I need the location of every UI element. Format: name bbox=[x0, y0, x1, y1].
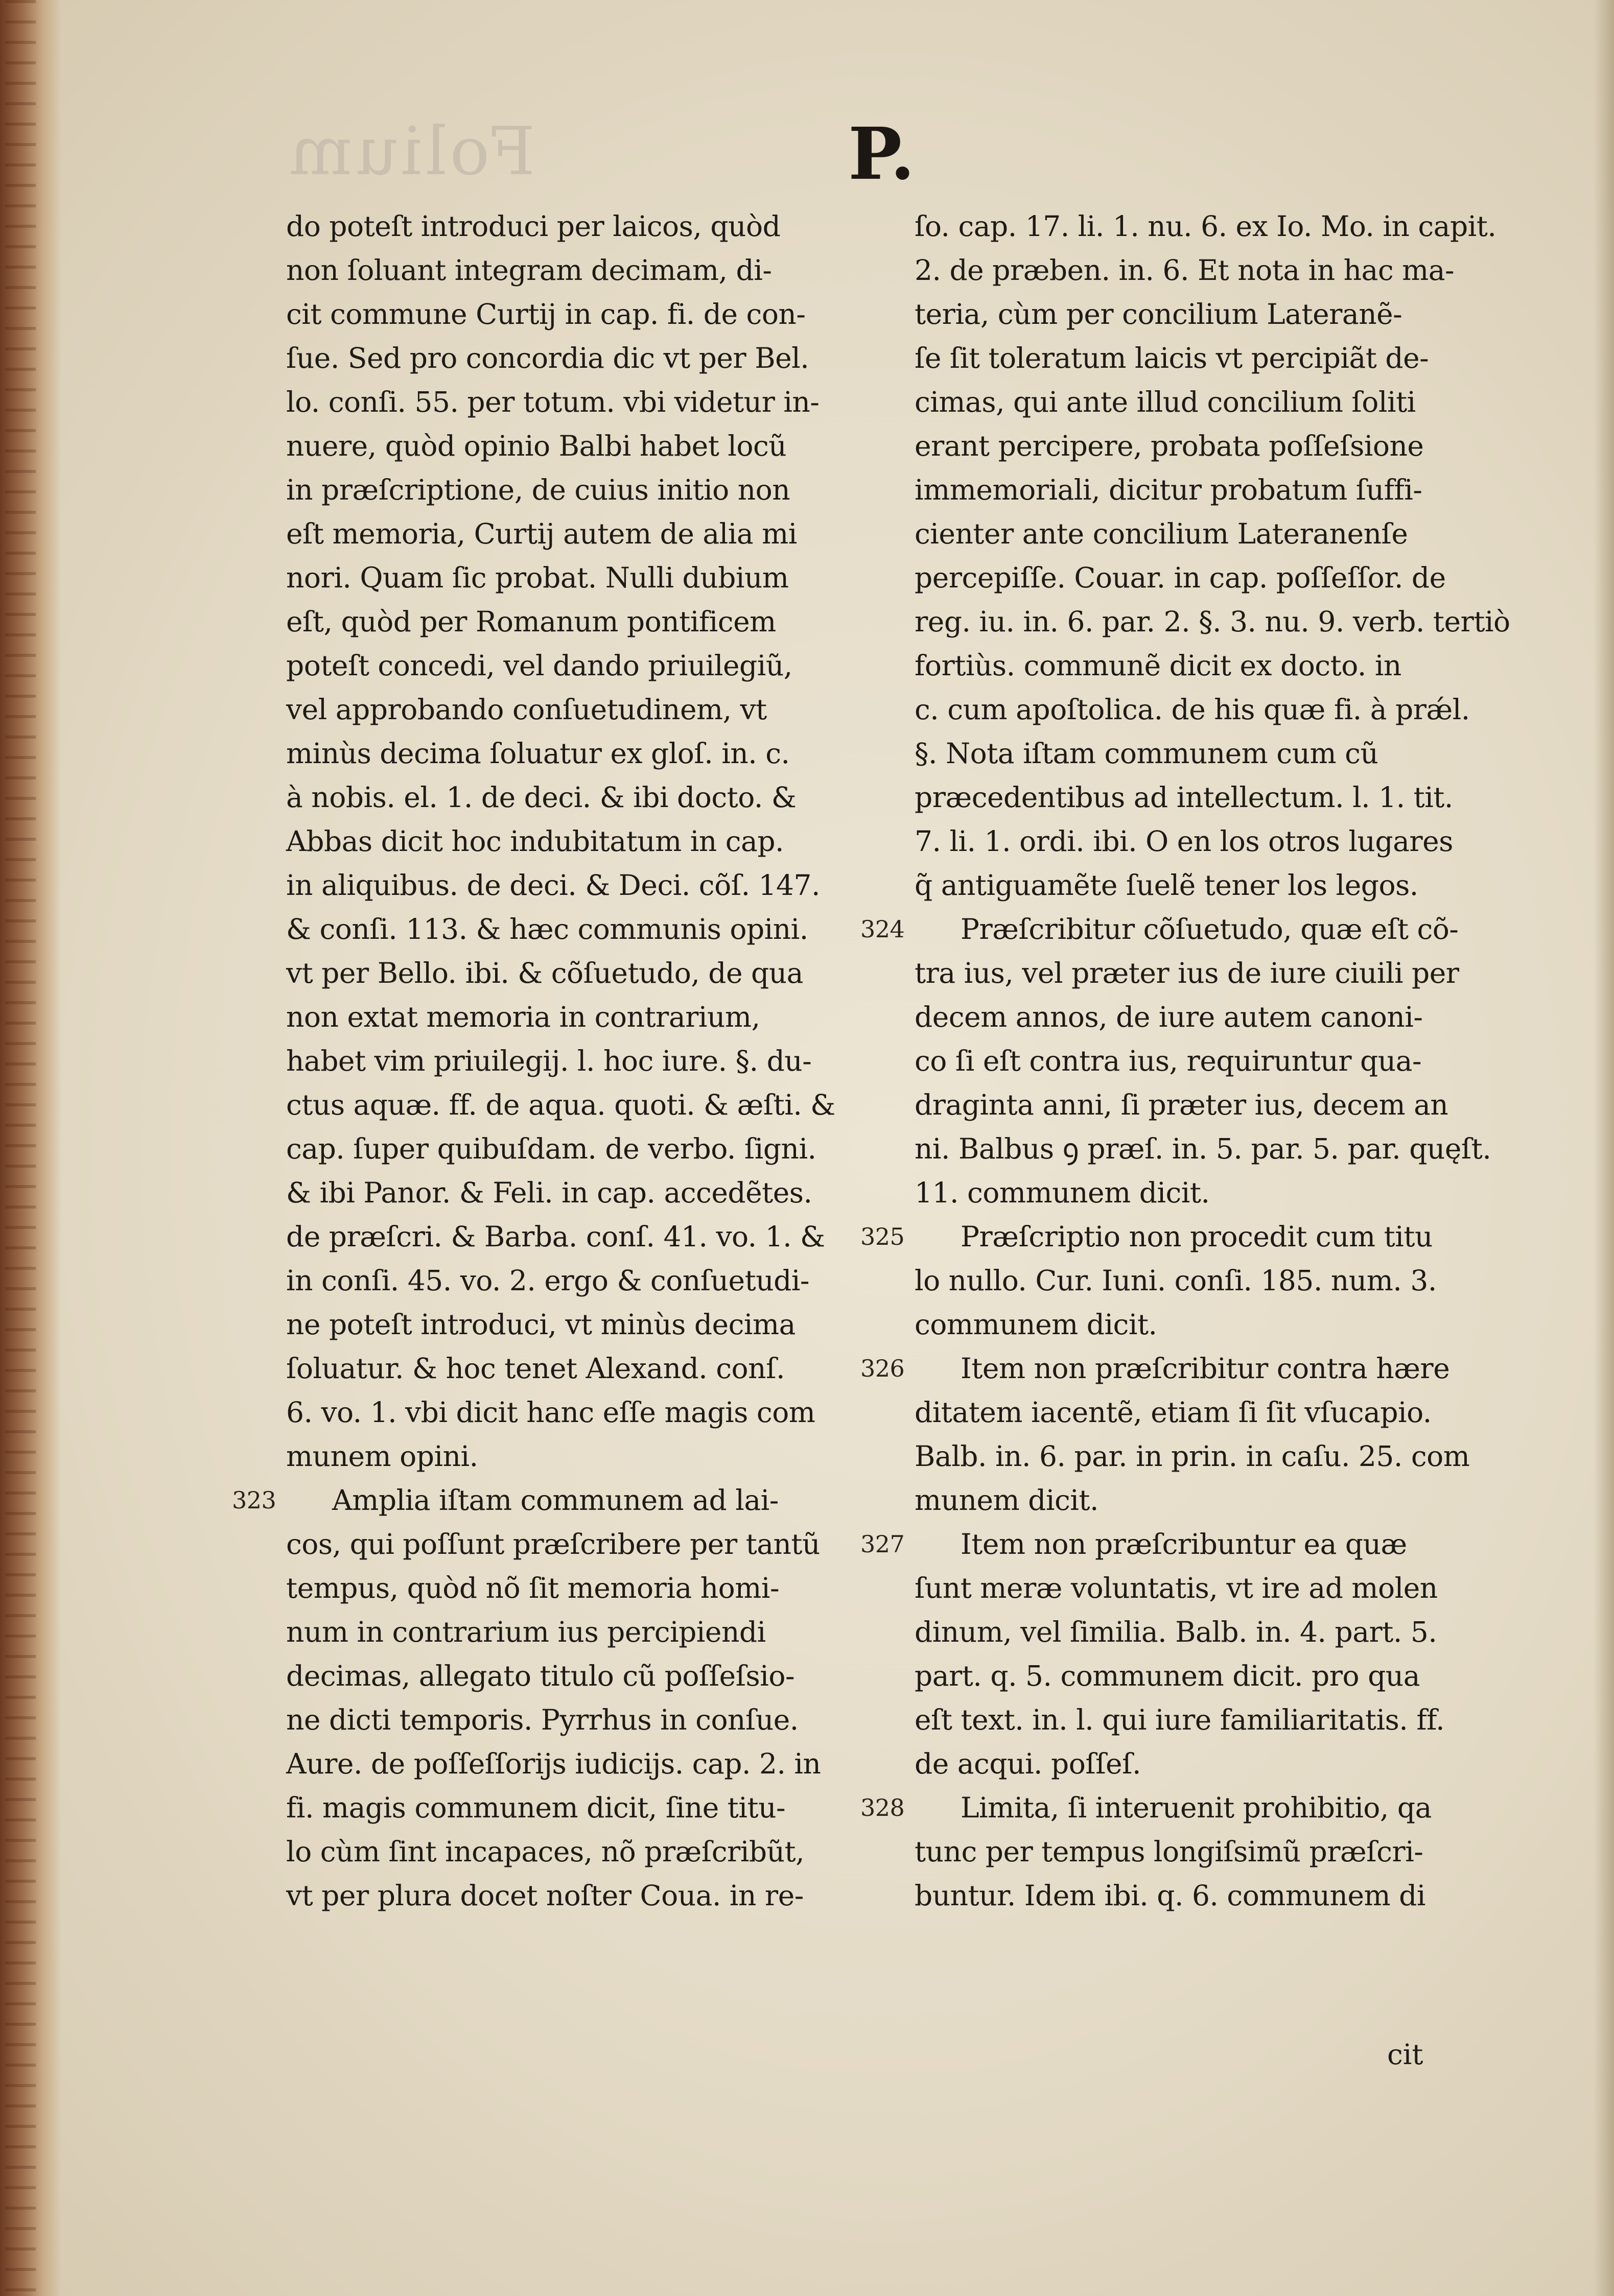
line-text: 11. communem dicit. bbox=[915, 1176, 1210, 1209]
catchword: cit bbox=[1387, 2038, 1423, 2071]
text-line bbox=[286, 1610, 869, 1654]
text-line bbox=[915, 600, 1510, 644]
text-line bbox=[915, 863, 1497, 907]
line-text: cit commune Curtij in cap. fi. de con- bbox=[286, 298, 806, 330]
paragraph-number: 325 bbox=[860, 1223, 905, 1250]
text-line bbox=[286, 1346, 869, 1390]
text-line bbox=[286, 1698, 869, 1742]
right-text-column bbox=[860, 204, 1510, 1918]
text-line bbox=[915, 1434, 1497, 1478]
text-line bbox=[286, 775, 869, 819]
text-line bbox=[915, 1874, 1497, 1918]
text-line bbox=[286, 248, 869, 292]
text-line bbox=[286, 995, 869, 1039]
line-text: c. cum apoſtolica. de his quæ fi. à prǽl. bbox=[915, 693, 1470, 726]
line-text: Aure. de poſſeſſorijs iudicijs. cap. 2. in bbox=[286, 1747, 821, 1780]
text-line bbox=[915, 1390, 1497, 1434]
line-text: & ibi Panor. & Feli. in cap. accedẽtes. bbox=[286, 1176, 812, 1209]
text-line bbox=[915, 1039, 1497, 1083]
text-line bbox=[286, 688, 869, 731]
text-line bbox=[915, 775, 1497, 819]
line-text: §. Nota iſtam communem cum cũ bbox=[915, 737, 1378, 770]
text-line bbox=[915, 512, 1497, 556]
text-line bbox=[286, 644, 869, 688]
text-line bbox=[286, 1171, 869, 1215]
line-text: de acqui. poſſeſ. bbox=[915, 1747, 1141, 1780]
line-text: buntur. Idem ibi. q. 6. communem di bbox=[915, 1879, 1425, 1912]
line-text: ditatem iacentẽ, etiam ſi ſit vſucapio. bbox=[915, 1396, 1432, 1429]
line-text: non ſoluant integram decimam, di- bbox=[286, 254, 772, 287]
line-text: do poteſt introduci per laicos, quòd bbox=[286, 210, 781, 243]
line-text: à nobis. el. 1. de deci. & ibi docto. & bbox=[286, 781, 797, 814]
line-text: co ſi eſt contra ius, requiruntur qua- bbox=[915, 1045, 1422, 1077]
line-text: percepiſſe. Couar. in cap. poſſeſſor. de bbox=[915, 561, 1446, 594]
text-line bbox=[232, 1478, 869, 1522]
line-text: cos, qui poſſunt præſcribere per tantũ bbox=[286, 1528, 820, 1560]
text-line bbox=[860, 1522, 1497, 1566]
left-text-column bbox=[232, 204, 869, 1918]
line-text: non extat memoria in contrarium, bbox=[286, 1001, 760, 1033]
text-line bbox=[915, 1171, 1497, 1215]
line-text: dinum, vel ſimilia. Balb. in. 4. part. 5. bbox=[915, 1616, 1437, 1648]
text-line bbox=[286, 1215, 869, 1259]
text-line bbox=[915, 248, 1497, 292]
text-line bbox=[286, 1259, 869, 1303]
text-line bbox=[286, 863, 869, 907]
text-line bbox=[286, 292, 869, 336]
text-line bbox=[915, 1478, 1497, 1522]
line-text: 7. li. 1. ordi. ibi. O en los otros lugares bbox=[915, 825, 1453, 858]
line-text: num in contrarium ius percipiendi bbox=[286, 1616, 766, 1648]
text-line bbox=[286, 1566, 869, 1610]
line-text: tempus, quòd nõ ſit memoria homi- bbox=[286, 1572, 780, 1604]
text-line bbox=[286, 1522, 869, 1566]
line-text: ſunt meræ voluntatis, vt ire ad molen bbox=[915, 1572, 1438, 1604]
line-text: munem dicit. bbox=[915, 1484, 1098, 1517]
folio-mark: P. bbox=[848, 112, 915, 196]
line-text: Amplia iſtam communem ad lai- bbox=[332, 1484, 779, 1517]
text-line bbox=[915, 951, 1497, 995]
paragraph-number: 327 bbox=[860, 1530, 905, 1558]
line-text: & conſi. 113. & hæc communis opini. bbox=[286, 913, 808, 945]
line-text: nuere, quòd opinio Balbi habet locũ bbox=[286, 430, 787, 462]
paragraph-number: 326 bbox=[860, 1355, 905, 1382]
line-text: reg. iu. in. 6. par. 2. §. 3. nu. 9. verb. tertiò bbox=[915, 605, 1510, 638]
text-line bbox=[915, 1259, 1497, 1303]
text-line bbox=[286, 1083, 869, 1127]
text-line bbox=[915, 1830, 1497, 1874]
text-line bbox=[286, 1434, 869, 1478]
text-line bbox=[915, 731, 1497, 775]
line-text: decem annos, de iure autem canoni- bbox=[915, 1001, 1423, 1033]
line-text: vt per plura docet noſter Coua. in re- bbox=[286, 1879, 804, 1912]
line-text: decimas, allegato titulo cũ poſſeſsio- bbox=[286, 1660, 795, 1692]
line-text: Limita, ſi interuenit prohibitio, qa bbox=[961, 1791, 1432, 1824]
line-text: eſt memoria, Curtij autem de alia mi bbox=[286, 517, 797, 550]
line-text: draginta anni, ſi præter ius, decem an bbox=[915, 1088, 1448, 1121]
line-text: vel approbando conſuetudinem, vt bbox=[286, 693, 767, 726]
line-text: poteſt concedi, vel dando priuilegiũ, bbox=[286, 649, 792, 682]
line-text: teria, cùm per concilium Lateranẽ- bbox=[915, 298, 1402, 330]
line-text: præcedentibus ad intellectum. l. 1. tit. bbox=[915, 781, 1453, 814]
line-text: 2. de præben. in. 6. Et nota in hac ma- bbox=[915, 254, 1455, 287]
spine-stains bbox=[5, 0, 36, 2296]
bleed-through-text: Folium bbox=[286, 112, 535, 190]
text-line bbox=[286, 1039, 869, 1083]
text-line bbox=[915, 292, 1497, 336]
page-right-edge bbox=[1594, 0, 1614, 2296]
text-line bbox=[286, 380, 869, 424]
text-line bbox=[286, 731, 869, 775]
text-line bbox=[286, 512, 869, 556]
line-text: tra ius, vel præter ius de iure ciuili per bbox=[915, 957, 1459, 989]
line-text: ſue. Sed pro concordia dic vt per Bel. bbox=[286, 342, 809, 374]
line-text: communem dicit. bbox=[915, 1308, 1157, 1341]
text-line bbox=[860, 907, 1497, 951]
text-line bbox=[286, 1303, 869, 1346]
text-line bbox=[915, 1610, 1497, 1654]
line-text: Balb. in. 6. par. in prin. in caſu. 25. com bbox=[915, 1440, 1470, 1473]
text-line bbox=[915, 1127, 1497, 1171]
line-text: lo cùm ſint incapaces, nõ præſcribũt, bbox=[286, 1835, 805, 1868]
line-text: ſoluatur. & hoc tenet Alexand. conſ. bbox=[286, 1352, 785, 1385]
line-text: lo nullo. Cur. Iuni. conſi. 185. num. 3. bbox=[915, 1264, 1437, 1297]
line-text: in conſi. 45. vo. 2. ergo & conſuetudi- bbox=[286, 1264, 809, 1297]
text-line bbox=[286, 819, 869, 863]
line-text: tunc per tempus longiſsimũ præſcri- bbox=[915, 1835, 1423, 1868]
text-line bbox=[915, 1654, 1497, 1698]
text-line bbox=[915, 819, 1497, 863]
line-text: habet vim priuilegij. l. hoc iure. §. du- bbox=[286, 1045, 812, 1077]
line-text: cap. ſuper quibuſdam. de verbo. ſigni. bbox=[286, 1132, 816, 1165]
paragraph-number: 328 bbox=[860, 1794, 905, 1821]
line-text: nori. Quam ſic probat. Nulli dubium bbox=[286, 561, 789, 594]
text-line bbox=[915, 1698, 1497, 1742]
text-line bbox=[915, 1566, 1497, 1610]
text-line bbox=[286, 1874, 869, 1918]
line-text: Præſcribitur cõſuetudo, quæ eſt cõ- bbox=[961, 913, 1459, 945]
text-line bbox=[286, 204, 869, 248]
text-line bbox=[860, 1215, 1497, 1259]
text-line bbox=[286, 951, 869, 995]
text-line bbox=[915, 1303, 1497, 1346]
text-line bbox=[915, 380, 1497, 424]
text-line bbox=[286, 468, 869, 512]
line-text: in aliquibus. de deci. & Deci. cõſ. 147. bbox=[286, 869, 821, 902]
line-text: vt per Bello. ibi. & cõſuetudo, de qua bbox=[286, 957, 803, 989]
text-line bbox=[286, 1786, 869, 1830]
line-text: ni. Balbus ꝯ præſ. in. 5. par. 5. par. quęſt. bbox=[915, 1132, 1491, 1165]
text-line bbox=[915, 556, 1497, 600]
text-line bbox=[915, 644, 1497, 688]
line-text: Abbas dicit hoc indubitatum in cap. bbox=[286, 825, 784, 858]
text-line bbox=[286, 424, 869, 468]
line-text: q̃ antiguamẽte ſuelẽ tener los legos. bbox=[915, 869, 1418, 902]
line-text: Item non præſcribitur contra hære bbox=[961, 1352, 1450, 1385]
line-text: ne poteſt introduci, vt minùs decima bbox=[286, 1308, 796, 1341]
text-line bbox=[286, 907, 869, 951]
text-line bbox=[915, 336, 1497, 380]
line-text: cimas, qui ante illud concilium ſoliti bbox=[915, 386, 1416, 418]
text-line bbox=[860, 1786, 1497, 1830]
text-line bbox=[286, 1830, 869, 1874]
text-line bbox=[286, 1127, 869, 1171]
line-text: ctus aquæ. ff. de aqua. quoti. & æſti. & bbox=[286, 1088, 835, 1121]
text-line bbox=[915, 1083, 1497, 1127]
line-text: Item non præſcribuntur ea quæ bbox=[961, 1528, 1407, 1560]
text-line bbox=[915, 1742, 1497, 1786]
line-text: ſo. cap. 17. li. 1. nu. 6. ex Io. Mo. in capit. bbox=[915, 210, 1496, 243]
text-line bbox=[286, 1742, 869, 1786]
paragraph-number: 323 bbox=[232, 1486, 276, 1514]
text-line bbox=[915, 688, 1497, 731]
text-line bbox=[286, 556, 869, 600]
line-text: fi. magis communem dicit, ſine titu- bbox=[286, 1791, 786, 1824]
line-text: eſt, quòd per Romanum pontificem bbox=[286, 605, 776, 638]
line-text: de præſcri. & Barba. conſ. 41. vo. 1. & bbox=[286, 1220, 825, 1253]
line-text: minùs decima ſoluatur ex gloſ. in. c. bbox=[286, 737, 790, 770]
line-text: erant percipere, probata poſſeſsione bbox=[915, 430, 1424, 462]
text-line bbox=[286, 336, 869, 380]
text-line bbox=[286, 1654, 869, 1698]
line-text: fortiùs. communẽ dicit ex docto. in bbox=[915, 649, 1401, 682]
line-text: ne dicti temporis. Pyrrhus in conſue. bbox=[286, 1703, 799, 1736]
line-text: immemoriali, dicitur probatum ſuffi- bbox=[915, 474, 1422, 506]
line-text: in præſcriptione, de cuius initio non bbox=[286, 474, 790, 506]
line-text: munem opini. bbox=[286, 1440, 478, 1473]
paragraph-number: 324 bbox=[860, 915, 905, 943]
line-text: ſe ſit toleratum laicis vt percipiãt de- bbox=[915, 342, 1429, 374]
line-text: lo. conſi. 55. per totum. vbi videtur in- bbox=[286, 386, 820, 418]
text-line bbox=[915, 204, 1497, 248]
text-line bbox=[286, 600, 869, 644]
text-line bbox=[860, 1346, 1497, 1390]
line-text: part. q. 5. communem dicit. pro qua bbox=[915, 1660, 1420, 1692]
text-line bbox=[915, 995, 1497, 1039]
line-text: Præſcriptio non procedit cum titu bbox=[961, 1220, 1433, 1253]
line-text: 6. vo. 1. vbi dicit hanc eſſe magis com bbox=[286, 1396, 815, 1429]
text-line bbox=[286, 1390, 869, 1434]
text-line bbox=[915, 468, 1497, 512]
text-line bbox=[915, 424, 1497, 468]
line-text: eſt text. in. l. qui iure familiaritatis. ff. bbox=[915, 1703, 1445, 1736]
line-text: cienter ante concilium Lateranenſe bbox=[915, 517, 1408, 550]
